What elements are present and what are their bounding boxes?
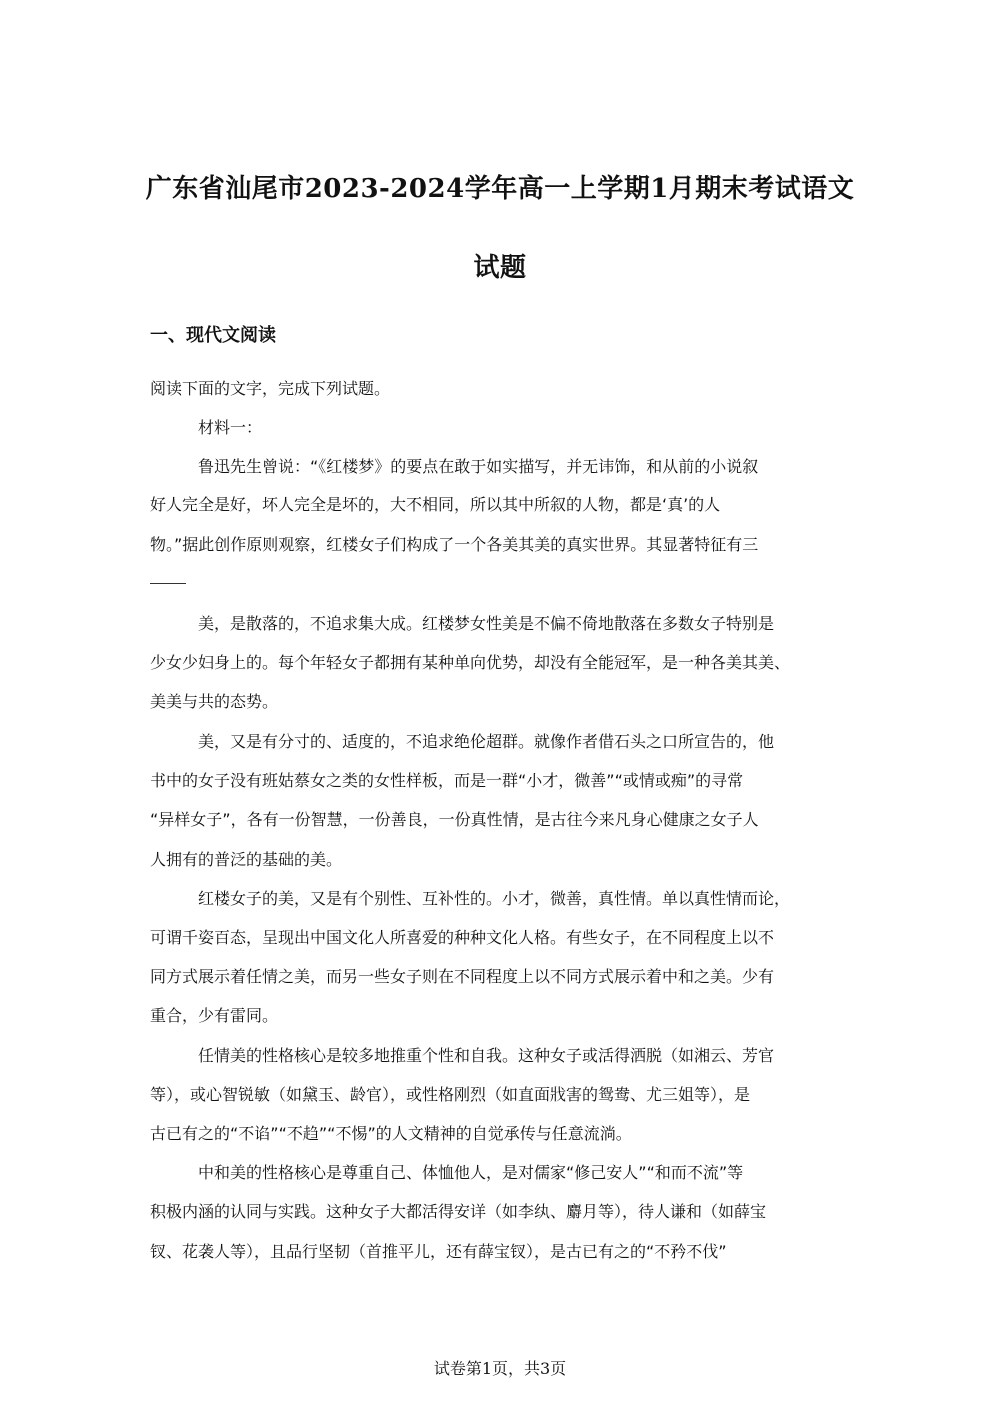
paragraph-line: 红楼女子的美，又是有个别性、互补性的。小才，微善，真性情。单以真性情而论， bbox=[198, 889, 791, 908]
paragraph-line: 少女少妇身上的。每个年轻女子都拥有某种单向优势，却没有全能冠军，是一种各美其美、 bbox=[150, 653, 791, 672]
paragraph-line: 积极内涵的认同与实践。这种女子大都活得安详（如李纨、麝月等），待人谦和（如薛宝 bbox=[150, 1202, 767, 1221]
material-label: 材料一： bbox=[198, 418, 263, 437]
paragraph-line: 等），或心智锐敏（如黛玉、龄官），或性格刚烈（如直面戕害的鸳鸯、尤三姐等），是 bbox=[150, 1085, 751, 1104]
paragraph-line: 书中的女子没有班姑蔡女之类的女性样板，而是一群“小才，微善”“或情或痴”的寻常 bbox=[150, 771, 744, 790]
paragraph-line: 美美与共的态势。 bbox=[150, 692, 279, 711]
em-dash-divider bbox=[150, 583, 186, 584]
paragraph-line: 人拥有的普泛的基础的美。 bbox=[150, 850, 343, 869]
paragraph-line: 中和美的性格核心是尊重自己、体恤他人，是对儒家“修己安人”“和而不流”等 bbox=[198, 1163, 744, 1182]
paragraph-line: 任情美的性格核心是较多地推重个性和自我。这种女子或活得洒脱（如湘云、芳官 bbox=[198, 1046, 775, 1065]
paragraph-line: 美，是散落的，不追求集大成。红楼梦女性美是不偏不倚地散落在多数女子特别是 bbox=[198, 614, 775, 633]
paragraph-line: 好人完全是好，坏人完全是坏的，大不相同，所以其中所叙的人物，都是‘真’的人 bbox=[150, 495, 721, 514]
exam-title-line-2: 试题 bbox=[473, 253, 527, 283]
paragraph-line: 美，又是有分寸的、适度的，不追求绝伦超群。就像作者借石头之口所宣告的，他 bbox=[198, 732, 775, 751]
page-footer: 试卷第1页，共3页 bbox=[433, 1359, 567, 1378]
paragraph-line: 钗、花袭人等），且品行坚韧（首推平儿，还有薛宝钗），是古已有之的“不矜不伐” bbox=[150, 1242, 727, 1261]
paragraph-line: 同方式展示着任情之美，而另一些女子则在不同程度上以不同方式展示着中和之美。少有 bbox=[150, 967, 775, 986]
instruction-text: 阅读下面的文字，完成下列试题。 bbox=[150, 379, 391, 398]
paragraph-line: 重合，少有雷同。 bbox=[150, 1006, 279, 1025]
paragraph-line: 古已有之的“不谄”“不趋”“不惕”的人文精神的自觉承传与任意流淌。 bbox=[150, 1124, 632, 1143]
paragraph-line: 物。”据此创作原则观察，红楼女子们构成了一个各美其美的真实世界。其显著特征有三 bbox=[150, 535, 759, 554]
paragraph-line: 鲁迅先生曾说：“《红楼梦》的要点在敢于如实描写，并无讳饰，和从前的小说叙 bbox=[198, 457, 759, 476]
exam-title-line-1: 广东省汕尾市2023-2024学年高一上学期1月期末考试语文 bbox=[145, 174, 855, 204]
section-heading: 一、现代文阅读 bbox=[150, 325, 276, 346]
paragraph-line: 可谓千姿百态，呈现出中国文化人所喜爱的种种文化人格。有些女子，在不同程度上以不 bbox=[150, 928, 775, 947]
paragraph-line: “异样女子”，各有一份智慧，一份善良，一份真性情，是古往今来凡身心健康之女子人 bbox=[150, 810, 759, 829]
